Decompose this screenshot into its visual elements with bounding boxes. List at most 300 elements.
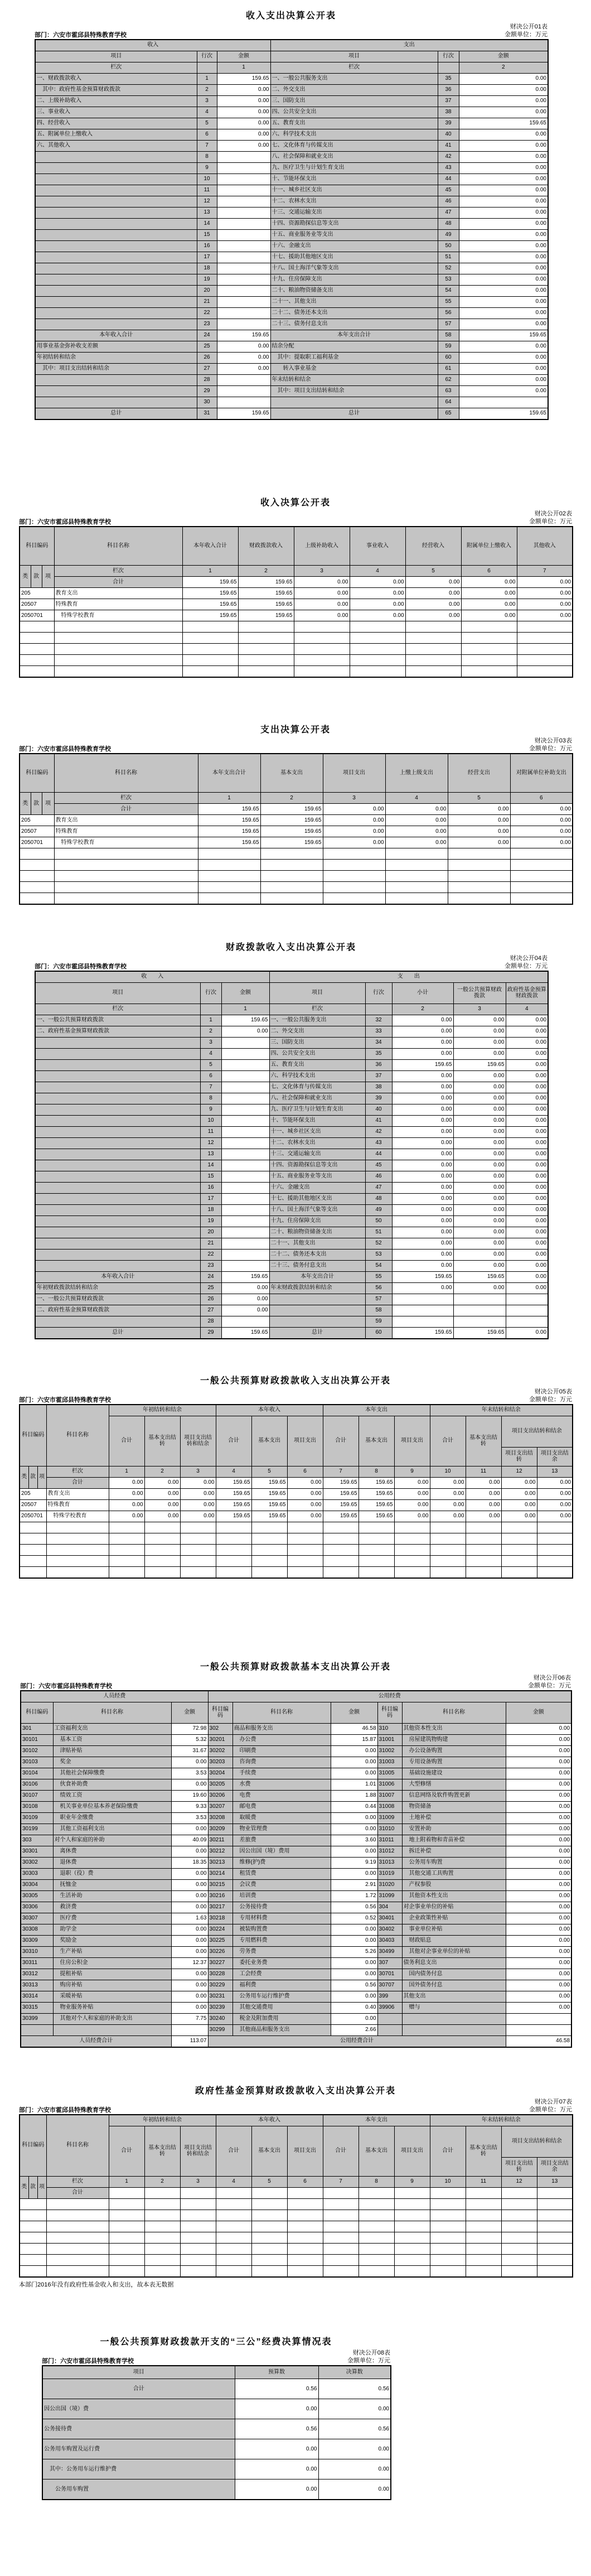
amount-cell: 0.00 — [459, 173, 548, 185]
col-rowno: 行次 — [197, 51, 217, 62]
subject-name: 电费 — [232, 1790, 331, 1801]
subject-code: 31005 — [377, 1768, 402, 1779]
subject-code: 30102 — [21, 1745, 53, 1757]
item-label: 三、事业收入 — [35, 107, 197, 118]
table4-fiscal-appropriation — [35, 971, 549, 1339]
row-number: 18 — [200, 1204, 221, 1215]
subject-name: 津贴补贴 — [53, 1745, 171, 1757]
amount-cell: 0.00 — [459, 296, 548, 307]
subject-code: 30227 — [208, 1957, 232, 1969]
item-label — [35, 1193, 200, 1204]
subject-code: 31001 — [377, 1734, 402, 1745]
subject-name: 税金及附加费用 — [232, 2013, 331, 2024]
amount-cell: 0.00 — [217, 84, 270, 95]
lanci-label: 栏次 — [270, 62, 438, 73]
row-number: 63 — [438, 385, 459, 397]
amount-cell: 0.00 — [453, 1015, 506, 1026]
subject-name: 生活补助 — [53, 1890, 171, 1902]
amount-cell: 0.00 — [506, 1924, 571, 1935]
subject-code: 30301 — [21, 1846, 53, 1857]
table-row — [21, 1801, 571, 1812]
amount-cell — [453, 1305, 506, 1316]
lanci-label: 栏次 — [46, 1466, 109, 1477]
amount-cell: 159.65 — [198, 826, 260, 837]
sub-header: 合计 — [109, 2126, 144, 2176]
item-label — [35, 1137, 200, 1149]
amount-cell: 0.00 — [506, 1902, 571, 1913]
final-value: 0.00 — [318, 2479, 391, 2500]
row-number: 7 — [197, 140, 217, 151]
table6-header-line — [20, 1675, 571, 1690]
amount-cell: 159.65 — [221, 1015, 269, 1026]
subject-code: 2050701 — [20, 1511, 46, 1522]
row-number: 51 — [438, 252, 459, 263]
lanci-number: 3 — [453, 1004, 506, 1015]
amount-cell: 159.65 — [221, 1271, 269, 1282]
amount-cell: 0.00 — [506, 1238, 548, 1249]
amount-cell: 159.65 — [453, 1327, 506, 1339]
item-label: 二十一、其他支出 — [269, 1238, 365, 1249]
amount-cell: 0.00 — [506, 1935, 571, 1946]
amount-cell: 0.00 — [171, 1924, 208, 1935]
subject-name: 被装购置费 — [232, 1924, 331, 1935]
lanci-number: 11 — [466, 2176, 501, 2187]
sub-header: 项目支出结转和结余 — [501, 2126, 573, 2157]
lanci-label: 栏次 — [35, 62, 197, 73]
amount-cell: 15.87 — [331, 1734, 377, 1745]
amount-cell: 0.00 — [459, 341, 548, 352]
amount-cell: 0.00 — [453, 1193, 506, 1204]
amount-cell: 0.00 — [392, 1249, 453, 1260]
row-number: 8 — [197, 151, 217, 162]
row-number: 52 — [438, 263, 459, 274]
subject-code: 30308 — [21, 1924, 53, 1935]
amount-cell: 0.00 — [506, 1015, 548, 1026]
amount-cell: 0.00 — [453, 1204, 506, 1215]
amount-cell: 159.65 — [182, 610, 238, 621]
amount-cell: 0.00 — [453, 1126, 506, 1137]
amount-cell: 159.65 — [182, 588, 238, 599]
amount-cell: 0.00 — [294, 610, 350, 621]
amount-cell: 0.00 — [506, 1946, 571, 1957]
lanci-number: 6 — [461, 566, 517, 577]
subject-name: 公务用车运行维护费 — [232, 1991, 331, 2002]
item-label — [35, 1260, 200, 1271]
item-label: 五、教育支出 — [270, 118, 438, 129]
col-amount: 金额 — [459, 51, 548, 62]
amount-cell: 0.00 — [221, 1026, 269, 1037]
item-label: 结余分配 — [270, 341, 438, 352]
personnel-funds-total-value: 113.07 — [171, 2035, 208, 2047]
amount-cell: 0.00 — [517, 588, 573, 599]
amount-cell: 0.00 — [350, 599, 405, 610]
section-expenditure-detail — [19, 722, 572, 905]
amount-cell: 159.65 — [238, 610, 294, 621]
amount-cell: 0.00 — [392, 1149, 453, 1160]
subject-name: 债务利息支出 — [402, 1957, 506, 1969]
subject-name: 租赁费 — [232, 1868, 331, 1879]
row-number: 5 — [200, 1059, 221, 1070]
subject-code: 301 — [21, 1723, 53, 1734]
row-number: 24 — [200, 1271, 221, 1282]
amount-cell: 9.19 — [331, 1857, 377, 1868]
table-row — [21, 1980, 571, 1991]
leaf-header: 项目支出结转 — [501, 1447, 537, 1466]
item-label: 十、节能环保支出 — [269, 1115, 365, 1126]
amount-cell: 0.00 — [287, 1511, 323, 1522]
amount-cell: 0.00 — [506, 1723, 571, 1734]
amount-cell: 159.65 — [238, 599, 294, 610]
public-funds-header: 公用经费 — [208, 1691, 571, 1702]
col-subsidy-expenditure: 对附属单位补助支出 — [510, 754, 573, 793]
col-subject-code: 科目编码 — [20, 2115, 46, 2177]
item-label: 其中：公务用车运行维护费 — [42, 2459, 235, 2479]
subject-name: 专用设备购置 — [402, 1757, 506, 1768]
total-value — [251, 2187, 287, 2198]
row-number: 45 — [438, 185, 459, 196]
subject-name: 助学金 — [53, 1924, 171, 1935]
row-number: 18 — [197, 263, 217, 274]
department-label: 部门：六安市霍邱县特殊教育学校 — [42, 2357, 134, 2365]
table-row — [21, 1824, 571, 1835]
lanci-label: 栏次 — [54, 793, 198, 804]
subject-name: 培训费 — [232, 1890, 331, 1902]
item-label: 三、国防支出 — [270, 95, 438, 107]
row-number: 9 — [200, 1104, 221, 1115]
subject-code: 310 — [377, 1723, 402, 1734]
row-number: 26 — [200, 1294, 221, 1305]
code-part-label: 项 — [42, 793, 54, 815]
item-label: 其中：提取职工福利基金 — [270, 352, 438, 363]
amount-cell: 0.00 — [331, 1991, 377, 2002]
amount-cell: 0.00 — [171, 1902, 208, 1913]
amount-cell: 3.53 — [171, 1768, 208, 1779]
subject-name: 手续费 — [232, 1768, 331, 1779]
col-subject-name: 科目名称 — [54, 754, 198, 793]
row-number: 2 — [197, 84, 217, 95]
amount-cell: 0.00 — [459, 363, 548, 374]
table7-title: 政府性基金预算财政拨款收入支出决算公开表 — [195, 2086, 396, 2096]
subject-code: 30306 — [21, 1902, 53, 1913]
row-number: 28 — [200, 1316, 221, 1327]
table4-meta — [505, 955, 548, 971]
subject-name: 教育支出 — [54, 815, 198, 826]
amount-cell: 159.65 — [453, 1271, 506, 1282]
row-number: 50 — [438, 240, 459, 252]
total-value: 0.00 — [350, 577, 405, 588]
subject-name: 信息网络及软件购置更新 — [402, 1790, 506, 1801]
subject-name: 奖励金 — [53, 1935, 171, 1946]
subject-name: 因公出国（境）费用 — [232, 1846, 331, 1857]
amount-cell: 0.00 — [459, 263, 548, 274]
table5-code: 财决公开05表 — [534, 1388, 572, 1395]
amount-cell: 159.65 — [198, 815, 260, 826]
subject-code: 31010 — [377, 1824, 402, 1835]
item-label: 转入事业基金 — [270, 363, 438, 374]
amount-cell: 0.00 — [506, 1037, 548, 1048]
department-label: 部门：六安市霍邱县特殊教育学校 — [20, 1682, 112, 1690]
item-label: 十四、资源勘探信息等支出 — [269, 1160, 365, 1171]
table5-header-line — [19, 1388, 572, 1404]
lanci-number: 6 — [287, 2176, 323, 2187]
amount-cell — [221, 1260, 269, 1271]
subject-code: 31003 — [377, 1757, 402, 1768]
row-number: 42 — [365, 1126, 392, 1137]
sub-header: 合计 — [323, 1416, 359, 1466]
table-row — [20, 837, 573, 848]
lanci-number: 1 — [221, 1004, 269, 1015]
lanci-number: 5 — [405, 566, 461, 577]
col-subject-code: 科目编码 — [20, 754, 54, 793]
lanci-number: 1 — [198, 793, 260, 804]
row-number: 36 — [438, 84, 459, 95]
table3-header-line — [19, 737, 572, 753]
amount-cell: 0.00 — [171, 1991, 208, 2002]
amount-cell: 0.00 — [459, 385, 548, 397]
amount-cell: 159.65 — [392, 1327, 453, 1339]
row-number: 48 — [365, 1193, 392, 1204]
item-label — [35, 1115, 200, 1126]
amount-cell: 0.00 — [392, 1137, 453, 1149]
subject-code: 30211 — [208, 1835, 232, 1846]
lanci-number: 8 — [359, 1466, 394, 1477]
amount-cell: 0.00 — [506, 1115, 548, 1126]
sub-header: 基本支出结转 — [144, 1416, 180, 1466]
group-header: 本年支出 — [323, 2115, 430, 2126]
subject-name: 采暖补贴 — [53, 1991, 171, 2002]
row-number: 58 — [365, 1305, 392, 1316]
item-label: 二十、粮油物资储备支出 — [270, 285, 438, 296]
row-number: 20 — [200, 1227, 221, 1238]
subject-code: 30225 — [208, 1935, 232, 1946]
amount-cell: 0.00 — [459, 73, 548, 84]
item-label: 九、医疗卫生与计划生育支出 — [270, 162, 438, 173]
item-label: 公务接待费 — [42, 2419, 235, 2439]
subject-name: 机关事业单位基本养老保险缴费 — [53, 1801, 171, 1812]
table7-meta — [529, 2099, 572, 2114]
item-label — [35, 1316, 200, 1327]
section-three-public-funds — [42, 2334, 390, 2500]
lanci-number: 13 — [537, 1466, 573, 1477]
total-value: 0.00 — [466, 1477, 501, 1488]
amount-cell: 0.00 — [405, 588, 461, 599]
total-value: 0.00 — [461, 577, 517, 588]
sub-header: 基本支出 — [359, 2126, 394, 2176]
item-label — [35, 1204, 200, 1215]
item-label — [35, 1149, 200, 1160]
table7-header-line — [19, 2099, 572, 2114]
sub-header: 项目支出结转和结余 — [501, 1416, 573, 1447]
total-value — [537, 2187, 573, 2198]
item-label: 合计 — [42, 2379, 235, 2399]
row-number: 62 — [438, 374, 459, 385]
amount-cell: 0.00 — [466, 1488, 501, 1499]
amount-cell: 0.00 — [453, 1082, 506, 1093]
section-fiscal-appropriation — [35, 940, 548, 1339]
table-row — [21, 1812, 571, 1824]
amount-cell: 0.00 — [506, 1026, 548, 1037]
amount-cell: 0.00 — [331, 1969, 377, 1980]
leaf-header: 项目支出结余 — [537, 1447, 573, 1466]
item-label: 总计 — [269, 1327, 365, 1339]
amount-cell: 0.00 — [448, 837, 510, 848]
amount-cell: 0.00 — [506, 1193, 548, 1204]
item-label — [35, 185, 197, 196]
amount-cell: 0.00 — [506, 1868, 571, 1879]
item-label: 二十二、债务还本支出 — [270, 307, 438, 319]
sub-header: 合计 — [109, 1416, 144, 1466]
amount-cell: 0.00 — [144, 1488, 180, 1499]
col-operating-expenditure: 经营支出 — [448, 754, 510, 793]
subject-code: 30212 — [208, 1846, 232, 1857]
amount-cell: 0.00 — [217, 140, 270, 151]
lanci-number: 4 — [350, 566, 405, 577]
item-label: 二十三、债务付息支出 — [269, 1260, 365, 1271]
lanci-number: 1 — [109, 2176, 144, 2187]
amount-cell — [217, 240, 270, 252]
subject-code: 30399 — [21, 2013, 53, 2024]
table-row — [42, 2399, 391, 2419]
item-label — [35, 274, 197, 285]
amount-cell: 159.65 — [459, 118, 548, 129]
sub-header: 项目支出结转和结余 — [180, 1416, 216, 1466]
row-number: 6 — [200, 1070, 221, 1082]
amount-cell: 0.00 — [171, 1879, 208, 1890]
row-number: 12 — [197, 196, 217, 207]
amount-cell: 0.00 — [459, 218, 548, 229]
code-part-label: 类 — [20, 566, 31, 588]
amount-cell: 0.00 — [392, 1238, 453, 1249]
amount-cell: 0.00 — [109, 1488, 144, 1499]
lanci-number: 7 — [323, 2176, 359, 2187]
item-label — [35, 1171, 200, 1182]
amount-cell: 0.00 — [331, 1745, 377, 1757]
subject-name: 对个人和家庭的补助 — [53, 1835, 171, 1846]
amount-cell: 0.00 — [323, 826, 385, 837]
lanci-number: 12 — [501, 2176, 537, 2187]
lanci-number: 2 — [459, 62, 548, 73]
amount-cell: 0.00 — [506, 1171, 548, 1182]
lanci-number: 10 — [430, 1466, 466, 1477]
item-label: 十三、交通运输支出 — [269, 1149, 365, 1160]
total-row-label: 合计 — [54, 577, 182, 588]
lanci-number: 2 — [144, 1466, 180, 1477]
amount-cell: 0.00 — [466, 1511, 501, 1522]
subject-name: 房屋建筑物购建 — [402, 1734, 506, 1745]
budget-value: 0.00 — [235, 2399, 318, 2419]
table1-title: 收入支出决算公开表 — [245, 11, 336, 21]
amount-cell: 159.65 — [251, 1499, 287, 1511]
table6-meta — [528, 1675, 571, 1690]
sub-header: 基本支出结转 — [466, 2126, 501, 2176]
table5-unit: 金额单位：万元 — [529, 1396, 572, 1403]
amount-cell: 0.00 — [350, 610, 405, 621]
subject-name: 产权参股 — [402, 1879, 506, 1890]
subject-name: 购房补贴 — [53, 1980, 171, 1991]
item-label: 因公出国（境）费 — [42, 2399, 235, 2419]
subject-name: 特殊教育 — [46, 1499, 109, 1511]
col-rowno: 行次 — [365, 982, 392, 1004]
row-number: 39 — [438, 118, 459, 129]
amount-cell: 159.65 — [260, 837, 323, 848]
row-number: 19 — [200, 1215, 221, 1227]
item-label — [269, 1316, 365, 1327]
amount-cell: 0.00 — [506, 2002, 571, 2013]
subject-name: 福利费 — [232, 1980, 331, 1991]
lanci-label: 栏次 — [46, 2176, 109, 2187]
subject-code: 30206 — [208, 1790, 232, 1801]
amount-cell: 0.00 — [221, 1282, 269, 1294]
amount-cell: 0.00 — [506, 1149, 548, 1160]
amount-cell: 0.00 — [506, 1260, 548, 1271]
item-label — [35, 1059, 200, 1070]
budget-value: 0.00 — [235, 2439, 318, 2459]
total-value: 0.00 — [405, 577, 461, 588]
col-subject-code: 科目编码 — [20, 1405, 46, 1467]
subject-code: 30107 — [21, 1790, 53, 1801]
subject-code: 30310 — [21, 1946, 53, 1957]
row-number: 22 — [197, 307, 217, 319]
amount-cell: 0.00 — [506, 1182, 548, 1193]
item-label: 五、附属单位上缴收入 — [35, 129, 197, 140]
amount-cell: 159.65 — [323, 1499, 359, 1511]
amount-cell: 0.00 — [392, 1204, 453, 1215]
amount-cell: 0.00 — [217, 341, 270, 352]
amount-cell: 0.00 — [459, 240, 548, 252]
row-number: 11 — [200, 1126, 221, 1137]
amount-cell — [221, 1249, 269, 1260]
col-item: 项目 — [35, 51, 197, 62]
subject-code: 30315 — [21, 2002, 53, 2013]
amount-cell: 0.00 — [506, 1768, 571, 1779]
item-label: 总计 — [35, 1327, 200, 1339]
item-label: 二、政府性基金预算财政拨款 — [35, 1305, 200, 1316]
amount-cell: 1.01 — [331, 1779, 377, 1790]
table-row — [21, 1957, 571, 1969]
amount-cell: 0.00 — [217, 95, 270, 107]
amount-cell: 0.00 — [506, 1070, 548, 1082]
subject-name: 委托业务费 — [232, 1957, 331, 1969]
subject-code: 30209 — [208, 1824, 232, 1835]
amount-cell: 0.00 — [537, 1511, 573, 1522]
amount-cell: 159.65 — [216, 1488, 251, 1499]
subject-code: 30307 — [21, 1913, 53, 1924]
item-label: 四、公共安全支出 — [269, 1048, 365, 1059]
amount-cell: 0.00 — [506, 1890, 571, 1902]
item-label — [35, 374, 197, 385]
col-basic-expenditure: 基本支出 — [260, 754, 323, 793]
amount-cell: 0.00 — [506, 1757, 571, 1768]
subject-code: 20507 — [20, 599, 54, 610]
amount-cell: 0.00 — [392, 1082, 453, 1093]
subject-code: 30229 — [208, 1980, 232, 1991]
table-row — [21, 1868, 571, 1879]
subject-name: 办公设备购置 — [402, 1745, 506, 1757]
code-part-label: 项 — [37, 2176, 46, 2198]
amount-cell: 0.00 — [461, 599, 517, 610]
amount-cell: 0.00 — [331, 1924, 377, 1935]
amount-cell — [217, 374, 270, 385]
table-row — [21, 1935, 571, 1946]
amount-cell: 0.00 — [392, 1260, 453, 1271]
row-number: 43 — [365, 1137, 392, 1149]
item-label: 三、国防支出 — [269, 1037, 365, 1048]
amount-cell — [221, 1093, 269, 1104]
item-label: 其中：政府性基金预算财政拨款 — [35, 84, 197, 95]
total-value — [501, 2187, 537, 2198]
subject-code: 30216 — [208, 1890, 232, 1902]
subject-code: 30218 — [208, 1913, 232, 1924]
